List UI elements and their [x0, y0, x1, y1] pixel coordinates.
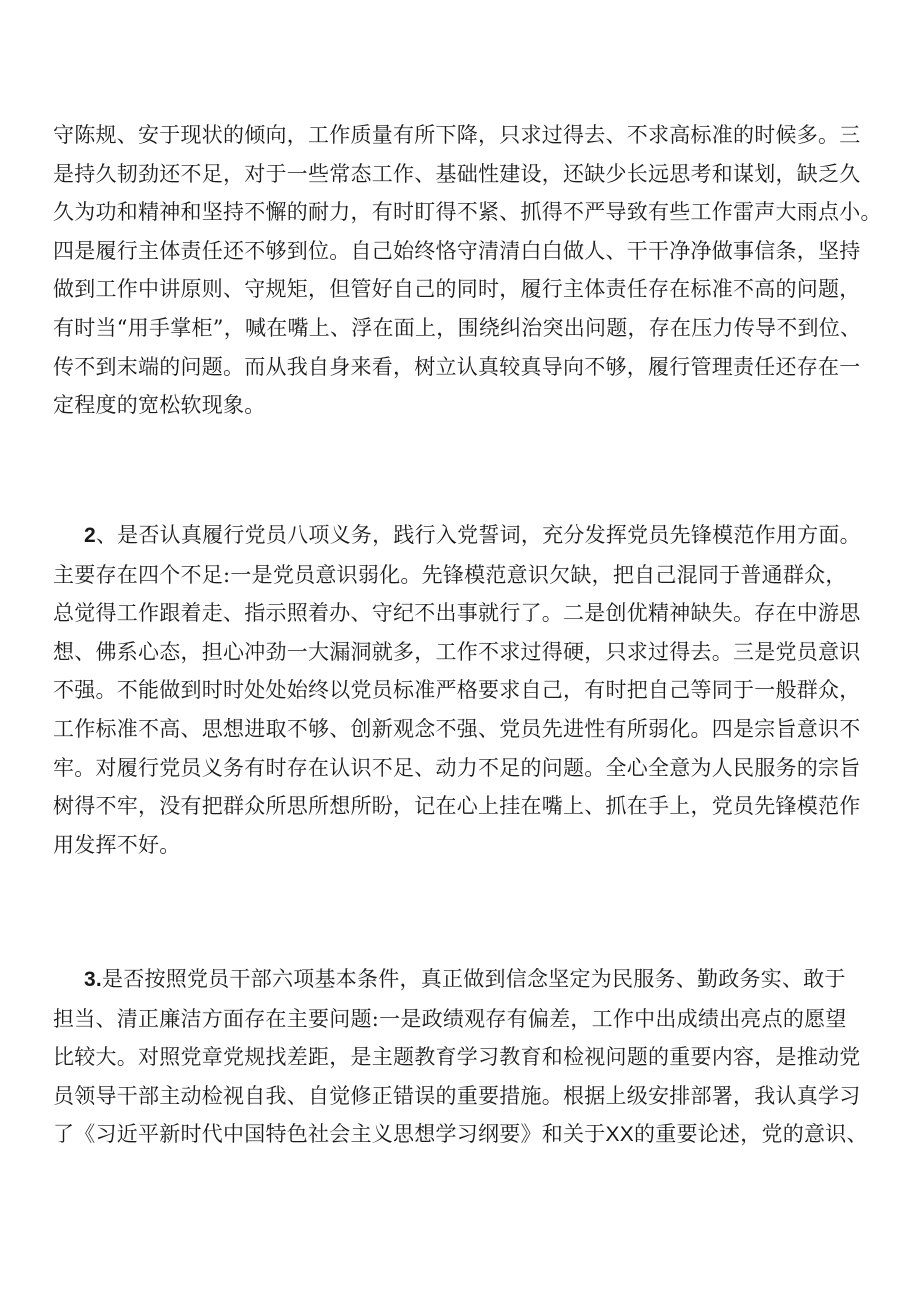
- item-heading-text: 是否按照党员干部六项基本条件，真正做到信念坚定为民服务、勤政务实、敢于: [102, 967, 846, 991]
- text-segment: 的重要论述，党的意识、: [634, 1122, 868, 1147]
- text-line: 想、佛系心态，担心冲劲一大漏洞就多，工作不求过得硬，只求过得去。三是党员意识: [53, 639, 861, 664]
- paragraph-continuation: [53, 116, 883, 425]
- text-line: 总觉得工作跟着走、指示照着办、守纪不出事就行了。二是创优精神缺失。存在中游思: [53, 601, 861, 626]
- text-line: 工作标准不高、思想进取不够、创新观念不强、党员先进性有所弱化。四是宗旨意识不: [53, 716, 861, 741]
- text-line: 久为功和精神和坚持不懈的耐力，有时盯得不紧、抓得不严导致有些工作雷声大雨点小。: [53, 200, 882, 225]
- text-line: 员领导干部主动检视自我、自觉修正错误的重要措施。根据上级安排部署，我认真学习: [53, 1083, 861, 1108]
- text-line-last: [53, 1115, 883, 1155]
- text-line-first: [53, 960, 883, 1000]
- text-line: 不强。不能做到时时处处始终以党员标准严格要求自己，有时把自己等同于一般群众，: [53, 678, 861, 703]
- paragraph-item-2: [53, 516, 883, 864]
- text-line: 树得不牢，没有把群众所思所想所盼，记在心上挂在嘴上、抓在手上，党员先锋模范作: [53, 794, 861, 819]
- item-number: 3.: [84, 968, 103, 991]
- text-line: 传不到末端的问题。而从我自身来看，树立认真较真导向不够，履行管理责任还存在一: [53, 354, 861, 379]
- text-line-first: [53, 516, 883, 556]
- text-line: 有时当“用手掌柜”，喊在嘴上、浮在面上，围绕纠治突出问题，存在压力传导不到位、: [53, 315, 862, 340]
- text-line: 四是履行主体责任还不够到位。自己始终恪守清清白白做人、干干净净做事信条，坚持: [53, 238, 861, 263]
- paragraph-item-3: [53, 960, 883, 1155]
- text-line: 主要存在四个不足:一是党员意识弱化。先锋模范意识欠缺，把自己混同于普通群众，: [53, 562, 847, 587]
- item-number: 2: [84, 524, 96, 547]
- text-segment: 了《习近平新时代中国特色社会主义思想学习纲要》和关于: [53, 1122, 606, 1147]
- text-line: 做到工作中讲原则、守规矩，但管好自己的同时，履行主体责任存在标准不高的问题，: [53, 277, 861, 302]
- item-heading-text: 、是否认真履行党员八项义务，践行入党誓词，充分发挥党员先锋模范作用方面。: [95, 523, 861, 547]
- indent: [53, 960, 102, 1000]
- text-line: 守陈规、安于现状的倾向，工作质量有所下降，只求过得去、不求高标准的时候多。三: [53, 123, 861, 147]
- text-line: 比较大。对照党章党规找差距，是主题教育学习教育和检视问题的重要内容，是推动党: [53, 1045, 861, 1070]
- text-line: 是持久韧劲还不足，对于一些常态工作、基础性建设，还缺少长远思考和谋划，缺乏久: [53, 161, 861, 186]
- text-line: 用发挥不好。: [53, 832, 181, 857]
- text-line: 定程度的宽松软现象。: [53, 393, 266, 418]
- indent: [53, 516, 96, 556]
- placeholder-token: XX: [605, 1123, 635, 1147]
- text-line: 牢。对履行党员义务有时存在认识不足、动力不足的问题。全心全意为人民服务的宗旨: [53, 755, 861, 780]
- text-line: 担当、清正廉洁方面存在主要问题:一是政绩观存有偏差，工作中出成绩出亮点的愿望: [53, 1006, 847, 1031]
